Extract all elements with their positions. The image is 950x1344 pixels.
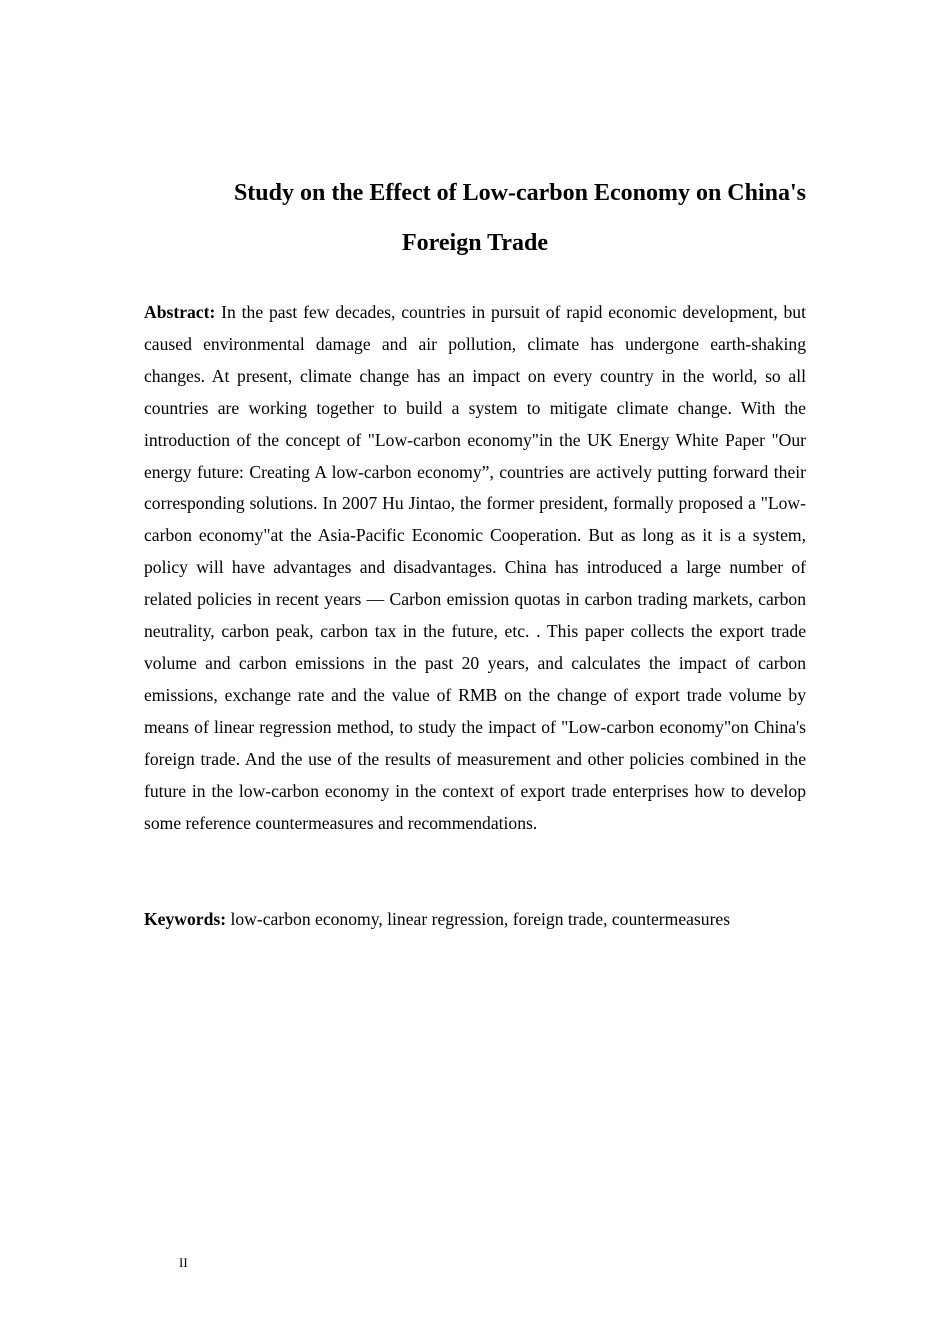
abstract-label: Abstract:	[144, 302, 216, 322]
abstract-paragraph	[144, 297, 806, 839]
title-line-1: Study on the Effect of Low-carbon Economy on China's	[233, 180, 806, 206]
paper-title	[144, 168, 806, 268]
keywords-text: low-carbon economy, linear regression, foreign trade, countermeasures	[230, 909, 731, 929]
page-number: II	[179, 1255, 188, 1270]
abstract-text: In the past few decades, countries in pursuit of rapid economic development, but caused environmental damage and air pollution, climate has undergone earth-shaking changes. At present, climate change has an impact on every country in the world, so all countries are working together to build a system to mitigate climate change. With the introduction of the concept of "Low-carbon economy"in the UK Energy White Paper "Our energy future: Creating A low-carbon economy”, countries are actively putting forward their corresponding solutions. In 2007 Hu Jintao, the former president, formally proposed a "Low-carbon economy"at the Asia-Pacific Economic Cooperation. But as long as it is a system, policy will have advantages and disadvantages. China has introduced a large number of related policies in recent years — Carbon emission quotas in carbon trading markets, carbon neutrality, carbon peak, carbon tax in the future, etc. . This paper collects the export trade volume and carbon emissions in the past 20 years, and calculates the impact of carbon emissions, exchange rate and the value of RMB on the change of export trade volume by means of linear regression method, to study the impact of "Low-carbon economy"on China's foreign trade. And the use of the results of measurement and other policies combined in the future in the low-carbon economy in the context of export trade enterprises how to develop some reference countermeasures and recommendations.	[144, 302, 806, 833]
keywords-line	[144, 904, 806, 934]
keywords-label: Keywords:	[144, 909, 227, 929]
title-line-2: Foreign Trade	[402, 230, 548, 256]
